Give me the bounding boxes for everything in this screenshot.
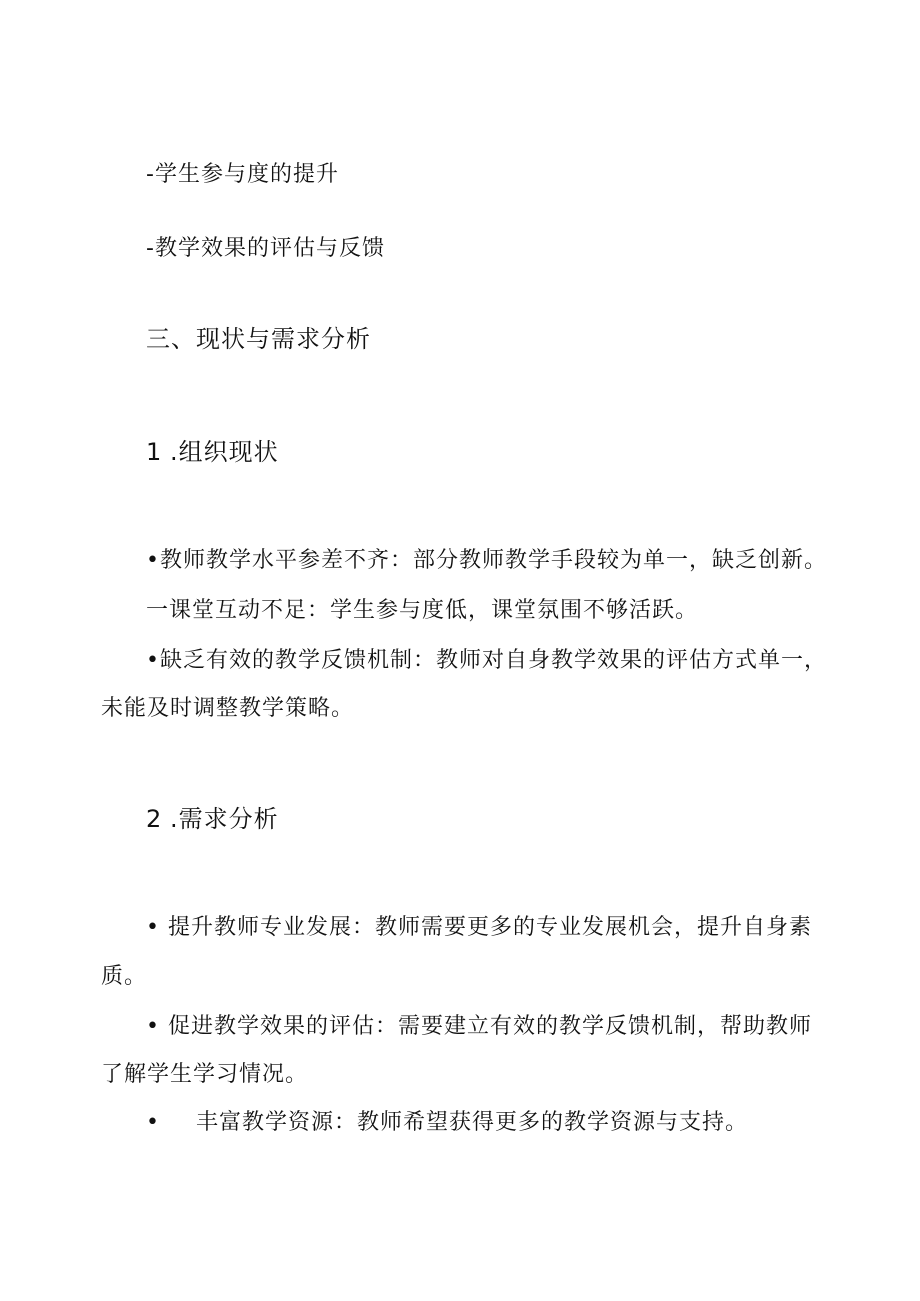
list-item: -教学效果的评估与反馈	[146, 236, 385, 261]
subsection-title: .组织现状	[170, 438, 279, 466]
paragraph-line: •教师教学水平参差不齐：部分教师教学手段较为单一，缺乏创新。	[146, 548, 827, 573]
subsection-heading	[146, 437, 279, 467]
list-item: -学生参与度的提升	[146, 162, 339, 187]
subsection-title: .需求分析	[170, 805, 279, 833]
paragraph-line: • 提升教师专业发展：教师需要更多的专业发展机会，提升自身素	[146, 915, 812, 940]
bullet: •	[146, 1110, 160, 1135]
paragraph-line: 质。	[101, 964, 148, 989]
subsection-number: 1	[146, 438, 163, 466]
paragraph-line: 未能及时调整教学策略。	[101, 696, 355, 721]
paragraph-line: 了解学生学习情况。	[101, 1062, 309, 1087]
paragraph-text: 丰富教学资源：教师希望获得更多的教学资源与支持。	[195, 1110, 748, 1135]
paragraph-line: •缺乏有效的教学反馈机制：教师对自身教学效果的评估方式单一，	[146, 648, 827, 673]
subsection-heading	[146, 804, 279, 834]
paragraph-line: • 促进教学效果的评估：需要建立有效的教学反馈机制，帮助教师	[146, 1014, 812, 1039]
paragraph-line: 一课堂互动不足：学生参与度低，课堂氛围不够活跃。	[146, 598, 699, 623]
paragraph-line	[146, 1108, 748, 1138]
section-heading: 三、现状与需求分析	[146, 325, 371, 353]
subsection-number: 2	[146, 805, 163, 833]
